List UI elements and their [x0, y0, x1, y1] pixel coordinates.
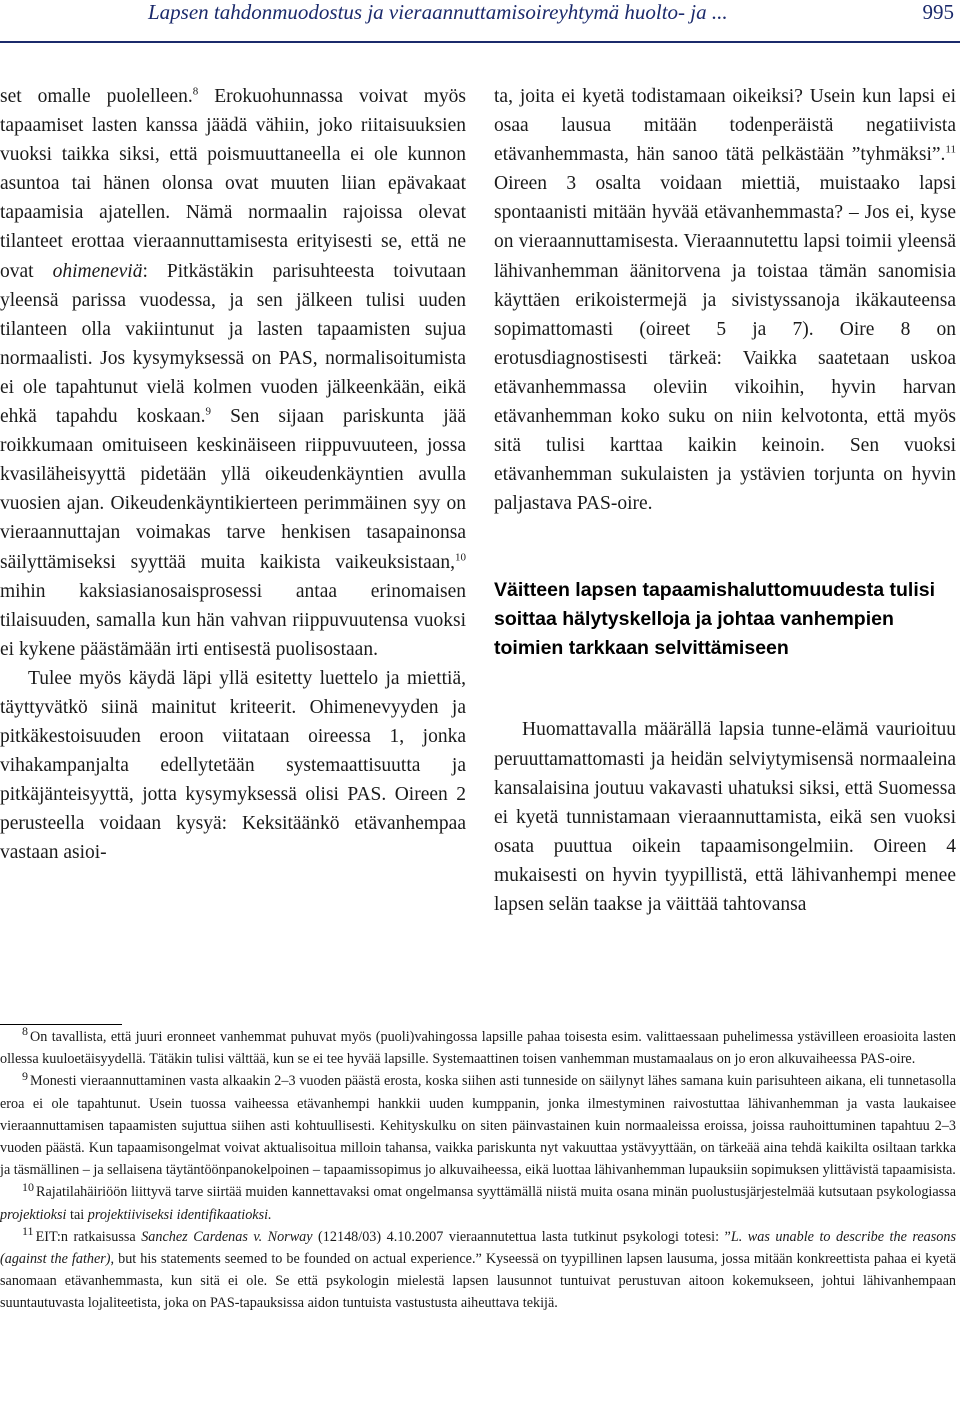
right-column: [494, 82, 956, 919]
footnote-10: $^{10}$ Rajatilahäiriöön liittyvä tarve siirtää muiden kannettavaksi omat ongelmansa syyttämällä niistä muita osana minän puolustusjärjestelmää kutsutaan psykologiassa projektioksi tai projektiiviseksi identifikaatioksi.: [0, 1179, 956, 1223]
footnote-number: 10: [22, 1179, 34, 1194]
page-number: 995: [922, 0, 954, 24]
footnote-9: $^9$ Monesti vieraannuttaminen vasta alkaakin 2–3 vuoden päästä erosta, koska siihen asti tunneside on säilynyt lähes samana kuin parisuhteen aikana, eli tunnetasolla eroa ei ole tapahtunut. Usein tuossa vaiheessa etävanhempi hankkii uuden kumppanin, jonka ilmestyminen raivostuttaa lähivanhemman ja vasta laukaisee vieraannuttamisen tapaamisten sujuttua siihen asti kohtuullisesti. Kehityskulku on siten päinvastainen kuin normaaleissa eroissa, joissa rauhoittuminen tapahtuu 2–3 vuoden päästä. Kun tapaamisongelmat voivat aktualisoitua milloin tahansa, vaikka pariskunta nyt vakuuttaa ystävyyttään, on tärkeää aina tehdä kaikilta osiltaan tarkka ja täsmällinen – ja sellaisena täytäntöönpanokelpoinen – tapaamissopimus jo alkuvaiheessa, eikä luottaa lähivanhemman lupauksiin sopimuksen ylittävistä tapaamisista.: [0, 1068, 956, 1179]
footnote-number: 11: [22, 1224, 34, 1239]
running-title: Lapsen tahdonmuodostus ja vieraannuttamisoireyhtymä huolto- ja ...: [148, 0, 728, 24]
running-header: [0, 0, 960, 42]
left-column: [0, 82, 466, 868]
footnote-ref-10[interactable]: 10: [455, 551, 466, 563]
paragraph: Tulee myös käydä läpi yllä esitetty luettelo ja miettiä, täyttyvätkö siinä mainitut kriteerit. Ohimenevyyden ja pitkäkestoisuuden eroon viitataan oireessa 1, jonka vihakampanjalta edellytetään systemaattisuutta ja pitkäjänteisyyttä, jotta kysymyksessä olisi PAS. Oireen 2 perusteella voidaan kysyä: Keksitäänkö etävanhempaa vastaan asioi-: [0, 667, 466, 864]
paragraph: ta, joita ei kyetä todistamaan oikeiksi? Usein kun lapsi ei osaa lausua mitään todenperäistä negatiivista etävanhemmasta, hän sanoo tätä pelkästään ”tyhmäksi”.$^{11}$ Oireen 3 osalta voidaan miettiä, muistaako lapsi spontaanisti mitään hyvää etävanhemmasta? – Jos ei, kyse on vieraannuttamisesta. Vieraannutettu lapsi toimii yleensä lähivanhemman äänitorvena ja toistaa tämän sanomisia käyttäen erikoistermejä ja sivistyssanoja ikäkauteensa sopimattomasti (oireet 5 ja 7). Oire 8 on erotusdiagnostisesti tärkeä: Vaikka saatetaan uskoa etävanhemmassa oleviin vikoihin, hyvin harvan etävanhemman koko suku on niin kelvotonta, että myös sitä tulisi karttaa kaikin keinoin. Sen vuoksi etävanhemman sukulaisten ja ystävien torjunta on hyvin paljastava PAS-oire.: [494, 86, 956, 515]
footnote-number: 8: [22, 1024, 28, 1039]
footnote-number: 9: [22, 1068, 28, 1083]
footnotes: [0, 1026, 956, 1315]
header-rule: [0, 41, 960, 43]
paragraph: Huomattavalla määrällä lapsia tunne-elämä vaurioituu peruuttamattomasti ja heidän selviytymisensä normaaleina kansalaisina joutuu vakavasti uhatuksi siksi, että Suomessa ei kyetä tunnistamaan vieraannuttamista, eikä sen vuoksi osata puuttua oikein tapaamisongelmiin. Oireen 4 mukaisesti on hyvin tyypillistä, että lähivanhempi menee lapsen selän taakse ja väittää tahtovansa: [494, 719, 956, 915]
footnote-ref-11[interactable]: 11: [945, 143, 956, 156]
footnote-rule: [0, 1024, 122, 1025]
paragraph: set omalle puolelleen.$^8$ Erokuohunnassa voivat myös tapaamiset lasten kanssa jäädä vähiin, joko riitaisuuksien vuoksi taikka siksi, että poismuuttaneella ei ole kunnon asuntoa tai hänen olonsa ovat muuten liian epävakaat tapaamisia ajatellen. Nämä normaalin rajoissa olevat tilanteet erottaa vieraannuttamisesta erityisesti se, että ne ovat ohimeneviä: Pitkästäkin parisuhteesta toivutaan yleensä parissa vuodessa, ja sen jälkeen tulisi uuden tilanteen olla vakiintunut ja lasten tapaamisten sujua normaalisti. Jos kysymyksessä on PAS, normalisoitumista ei ole tapahtunut vielä kolmen vuoden jälkeenkään, eikä ehkä tapahdu koskaan.$^9$ Sen sijaan pariskunta jää roikkumaan omituiseen keskinäiseen riippuvuuteen, jossa kvasiläheisyyttä pidetään yllä oikeudenkäyntien avulla vuosien ajan. Oikeudenkäyntikierteen perimmäinen syy on vieraannuttajan voimakas tarve henkisen tasapainonsa säilyttämiseksi syyttää muita kaikista vaikeuksistaan,$^{10}$ mihin kaksiasianosaisprosessi antaa erinomaisen tilaisuuden, samalla kun hän vahvan riippuvuutensa vuoksi ei kykene päästämään irti entisestä puolisostaan.: [0, 85, 466, 660]
footnote-11: $^{11}$ EIT:n ratkaisussa Sanchez Cardenas v. Norway (12148/03) 4.10.2007 vieraannutettua lasta tutkinut psykologi totesi: ”L. was unable to describe the reasons (against the father), but his statements seemed to be founded on actual experience.” Kyseessä on tyypillinen lapsen lausuma, jossa mitään konkreettista pahaa ei kyetä sanomaan etävanhemmasta, kun sitä ei ole. Se että psykologin mielestä lapsen lausunnot tuntuivat perustuvan aitoon kokemukseen, johtui lähivanhempaan suuntautuvasta lojaliteetista, joka on PAS-tapauksissa aidon tuntuista vastustusta aiheuttava tekijä.: [0, 1224, 957, 1312]
section-heading: Väitteen lapsen tapaamishaluttomuudesta tulisi soittaa hälytyskelloja ja johtaa vanhempien toimien tarkkaan selvittämiseen: [494, 579, 936, 660]
footnote-8: $^8$ On tavallista, että juuri eronneet vanhemmat puhuvat myös (puoli)vahingossa lapsille pahaa toisesta esim. valittaessaan puhelimessa ystävilleen eroasioita lasten ollessa kuuloetäisyydellä. Tätäkin tulisi välttää, kun se ei tee hyvää lapsille. Systemaattinen toisen vanhemman mustamaalaus on jo eron alkuvaiheessa PAS-oire.: [0, 1024, 956, 1068]
footnote-ref-9[interactable]: 9: [205, 405, 211, 418]
footnote-ref-8[interactable]: 8: [192, 85, 199, 98]
